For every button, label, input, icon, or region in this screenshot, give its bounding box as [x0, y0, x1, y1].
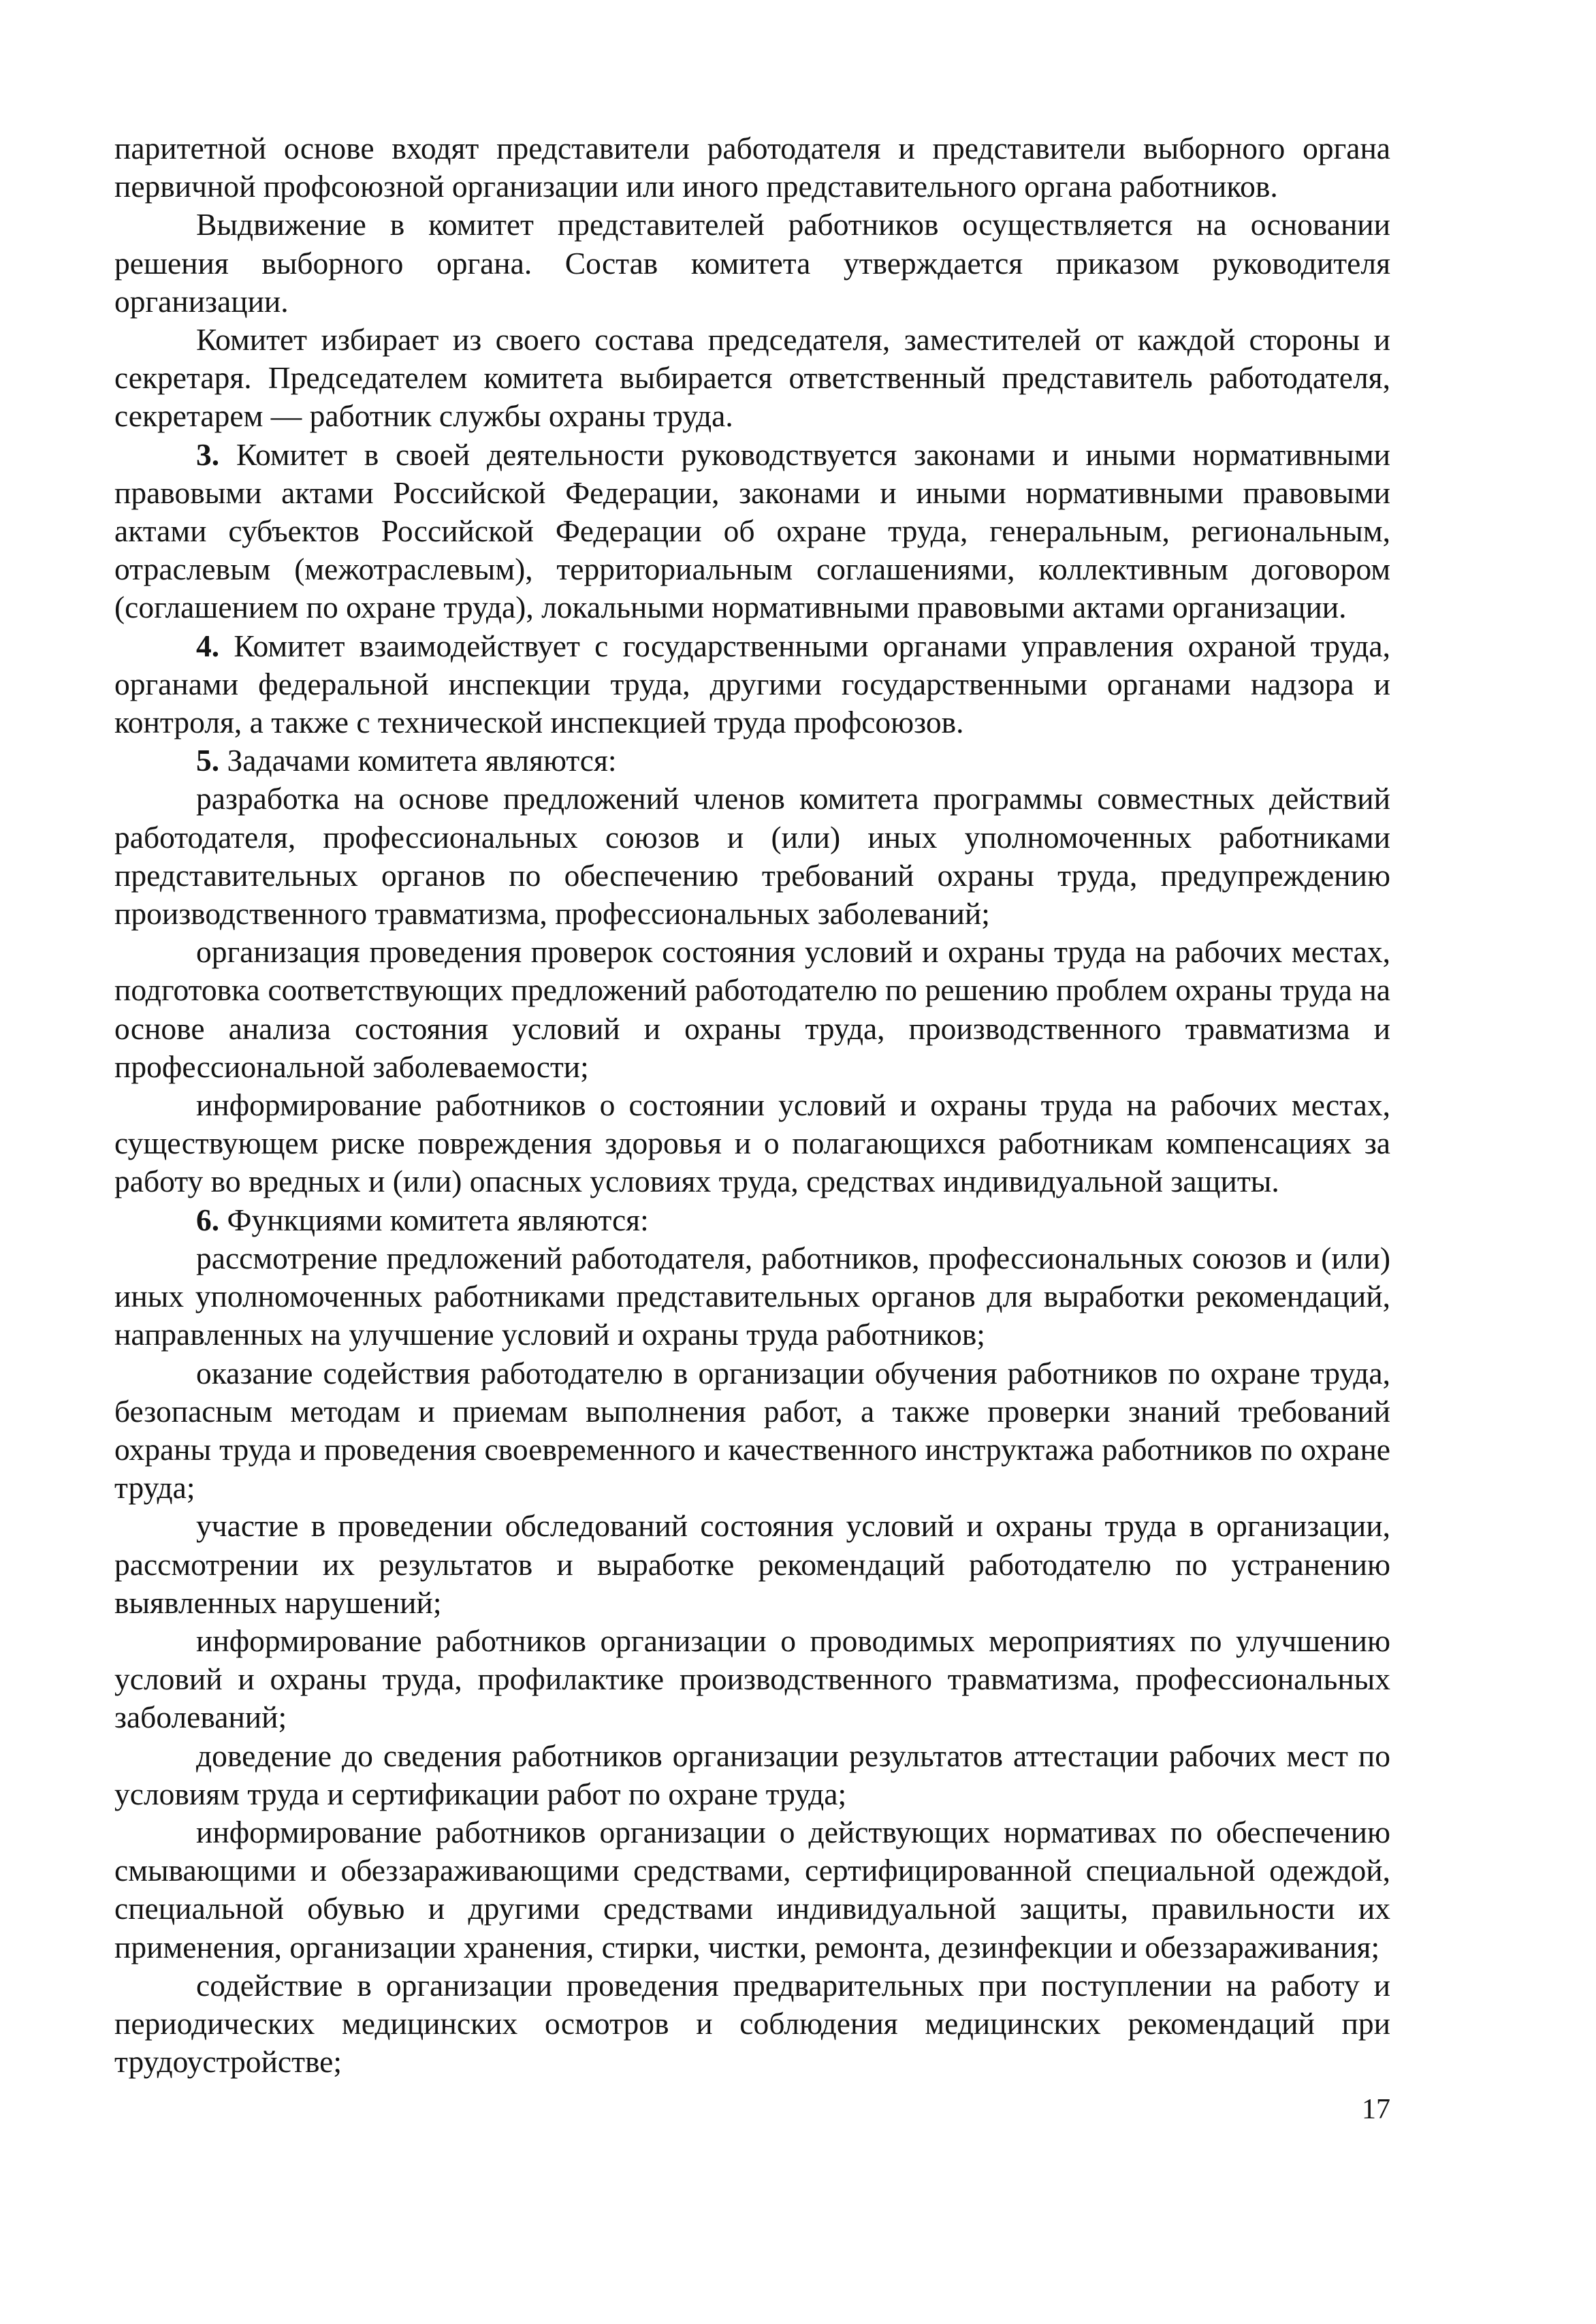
page-number: 17 [1362, 2094, 1390, 2125]
item-number: 4. [196, 628, 220, 663]
list-item: организация проведения проверок состояния условий и охраны труда на рабочих местах, подготовка соответствующих предложений работодателю по решению проблем охраны труда на основе анализа состояния условий и охраны труда, производственного травматизма и профессиональной заболеваемости; [114, 934, 1390, 1084]
item-number: 5. [196, 743, 220, 778]
list-item: информирование работников организации о проводимых мероприятиях по улучшению условий и охраны труда, профилактике производственного травматизма, профессиональных заболеваний; [114, 1623, 1390, 1735]
list-item: оказание содействия работодателю в организации обучения работников по охране труда, безопасным методам и приемам выполнения работ, а также проверки знаний требований охраны труда и проведения своевременного и качественного инструктажа работников по охране труда; [114, 1355, 1390, 1506]
paragraph-continuation: паритетной основе входят представители работодателя и представители выборного органа первичной профсоюзной организации или иного представительного органа работников. [114, 131, 1390, 204]
item-number: 6. [196, 1202, 220, 1237]
paragraph-item-5 [114, 742, 1390, 780]
list-item: разработка на основе предложений членов комитета программы совместных действий работодателя, профессиональных союзов и (или) иных уполномоченных работниками представительных органов по обеспечению требований охраны труда, предупреждению производственного травматизма, профессиональных заболеваний; [114, 781, 1390, 932]
list-item: рассмотрение предложений работодателя, работников, профессиональных союзов и (или) иных уполномоченных работниками представительных органов для выработки рекомендаций, направленных на улучшение условий и охраны труда работников; [114, 1240, 1390, 1352]
paragraph-item-4 [114, 627, 1390, 742]
paragraph-item-3 [114, 436, 1390, 627]
list-item: информирование работников о состоянии условий и охраны труда на рабочих местах, существующем риске повреждения здоровья и о полагающихся работникам компенсациях за работу во вредных и (или) опасных условиях труда, средствах индивидуальной защиты. [114, 1087, 1390, 1199]
item-number: 3. [196, 436, 220, 472]
page-body [114, 129, 1390, 2081]
list-item: участие в проведении обследований состояния условий и охраны труда в организации, рассмотрении их результатов и выработке рекомендаций работодателю по устранению выявленных нарушений; [114, 1508, 1390, 1620]
paragraph-item-6 [114, 1201, 1390, 1239]
paragraph-text: Задачами комитета являются: [227, 743, 617, 778]
paragraph: Комитет избирает из своего состава председателя, заместителей от каждой стороны и секретаря. Председателем комитета выбирается ответственный представитель работодателя, секретарем — работник службы охраны труда. [114, 322, 1390, 434]
paragraph: Выдвижение в комитет представителей работников осуществляется на основании решения выборного органа. Состав комитета утверждается приказом руководителя организации. [114, 207, 1390, 319]
paragraph-text: Комитет в своей деятельности руководствуется законами и иными нормативными правовыми актами Российской Федерации, законами и иными нормативными правовыми актами субъектов Российской Федерации об охране труда, генеральным, региональным, отраслевым (межотраслевым), территориальным соглашениями, коллективным договором (соглашением по охране труда), локальными нормативными правовыми актами организации. [114, 436, 1391, 625]
list-item: информирование работников организации о действующих нормативах по обеспечению смывающими и обеззараживающими средствами, сертифицированной специальной одеждой, специальной обувью и другими средствами индивидуальной защиты, правильности их применения, организации хранения, стирки, чистки, ремонта, дезинфекции и обеззараживания; [114, 1814, 1390, 1964]
list-item: доведение до сведения работников организации результатов аттестации рабочих мест по условиям труда и сертификации работ по охране труда; [114, 1738, 1390, 1811]
paragraph-text: Функциями комитета являются: [227, 1202, 649, 1237]
list-item: содействие в организации проведения предварительных при поступлении на работу и периодических медицинских осмотров и соблюдения медицинских рекомендаций при трудоустройстве; [114, 1967, 1390, 2080]
paragraph-text: Комитет взаимодействует с государственными органами управления охраной труда, органами федеральной инспекции труда, другими государственными органами надзора и контроля, а также с технической инспекцией труда профсоюзов. [114, 628, 1390, 740]
